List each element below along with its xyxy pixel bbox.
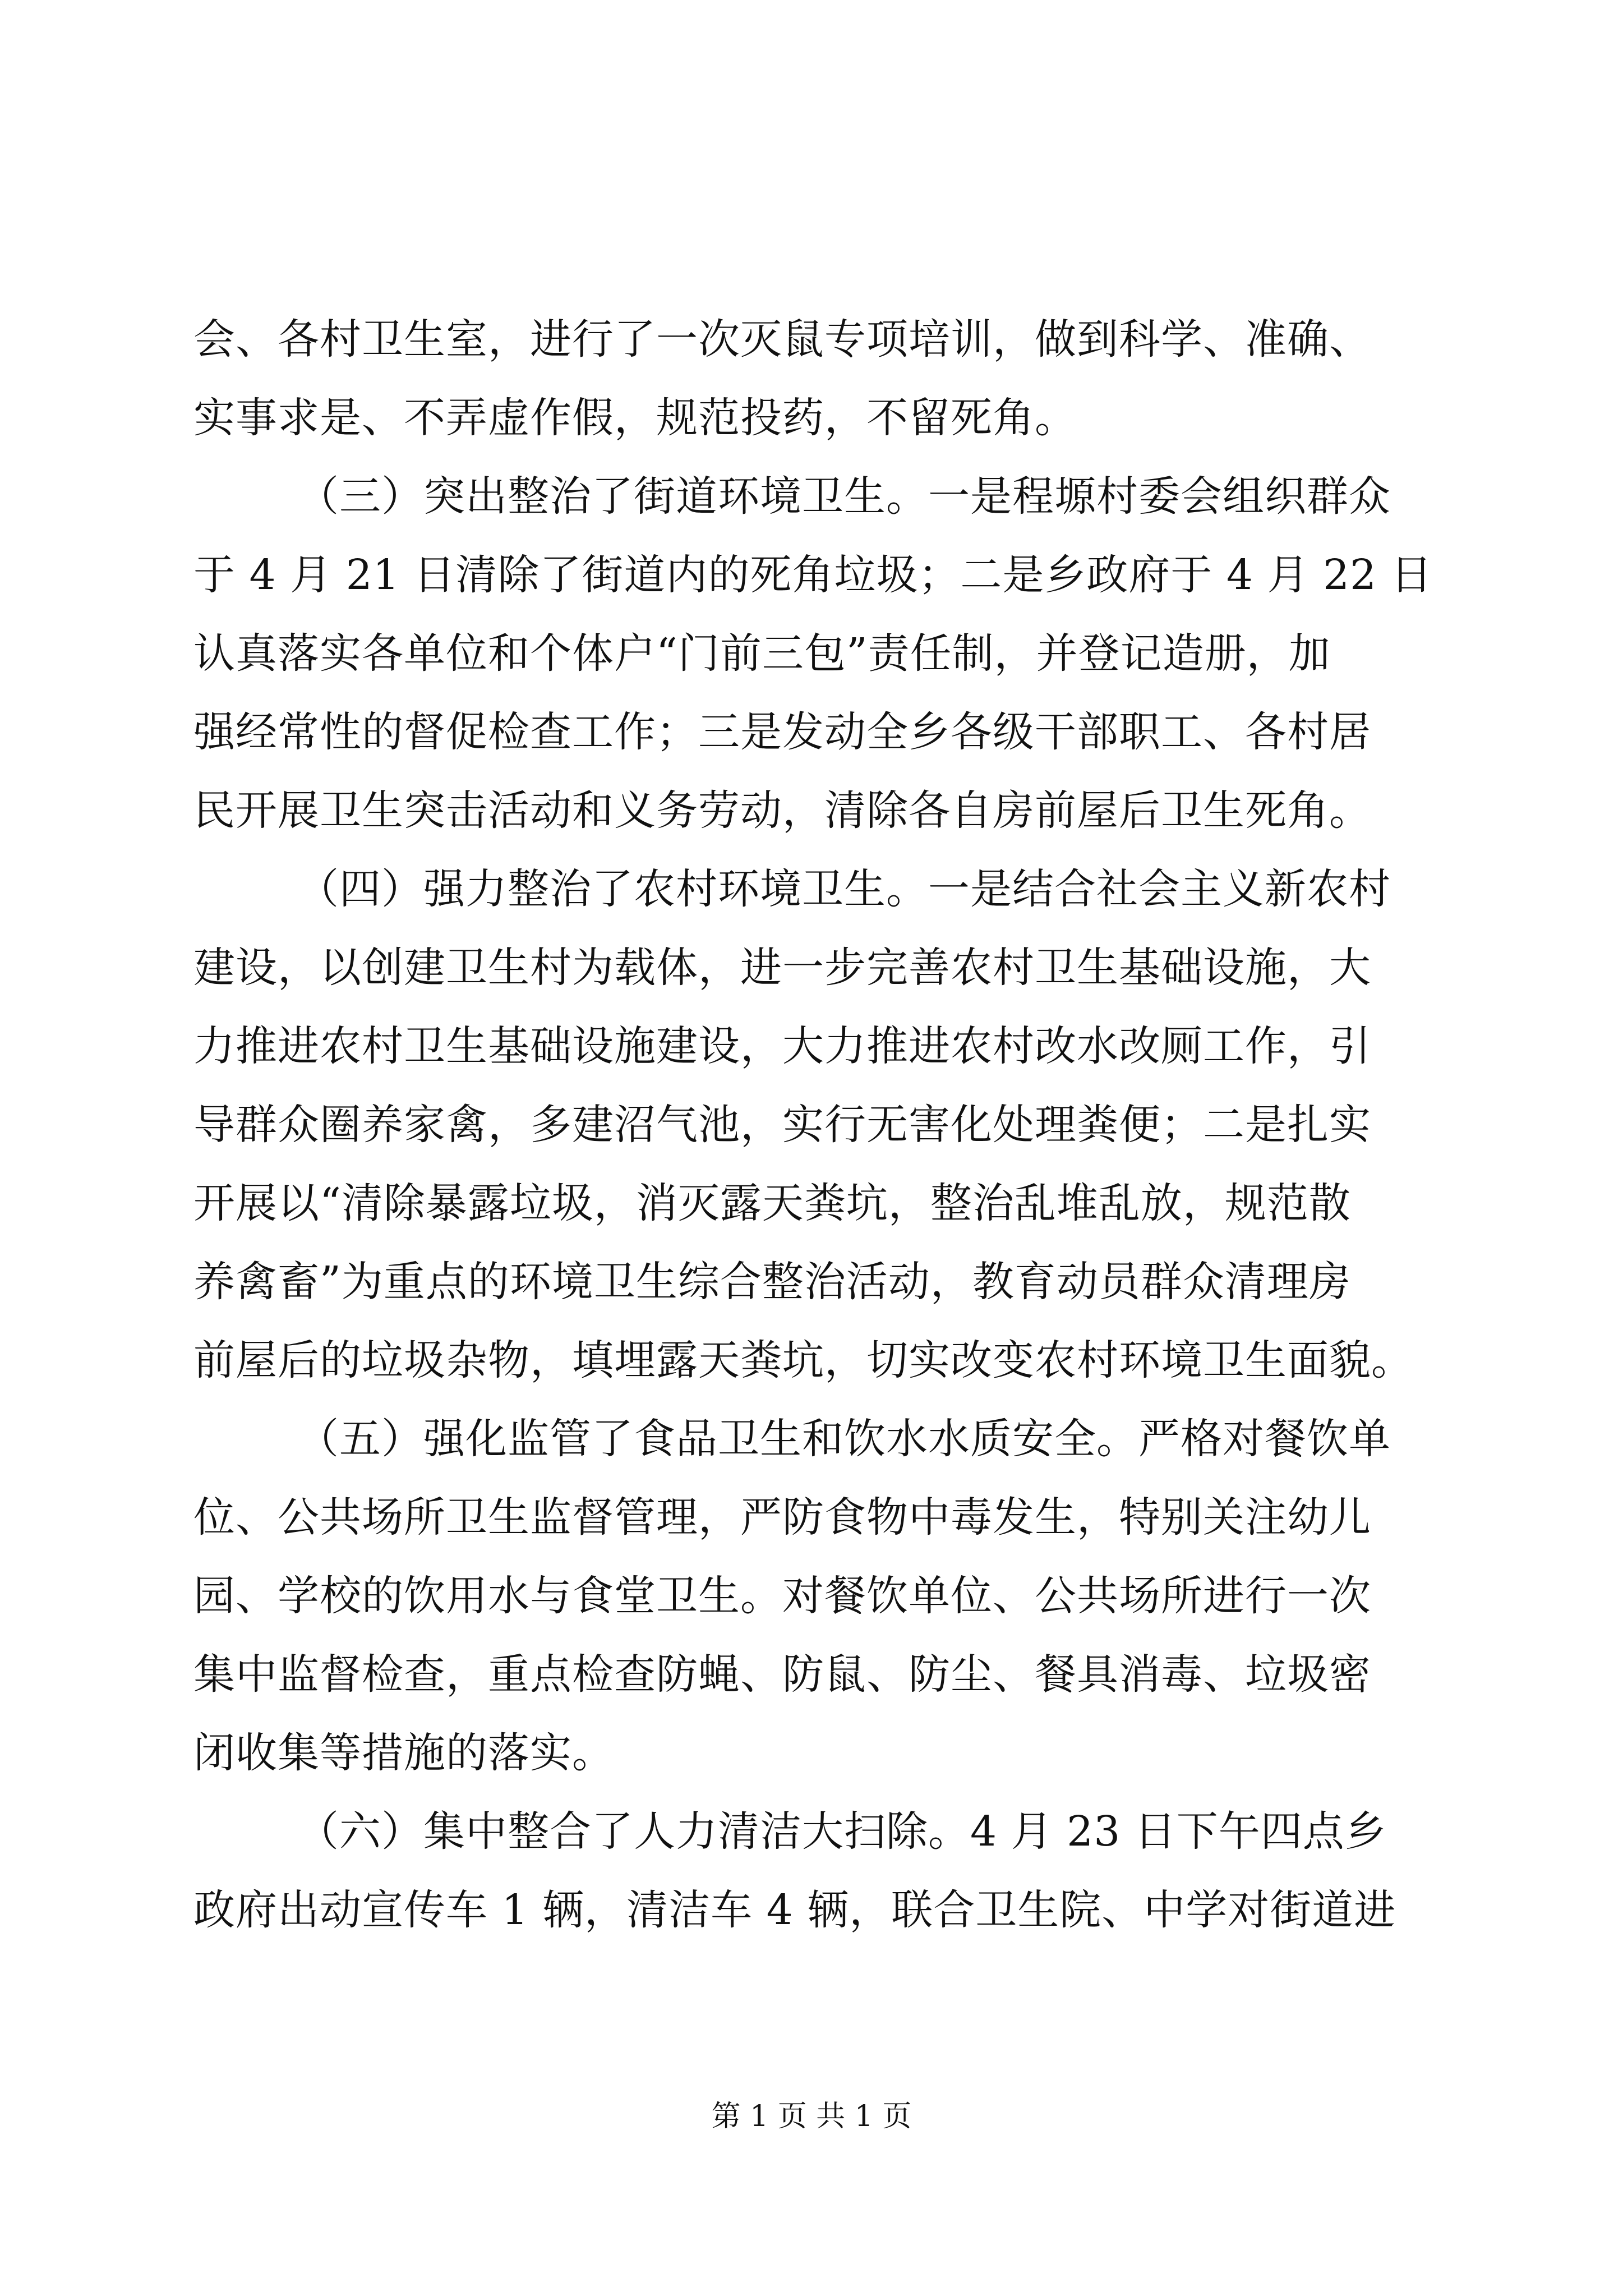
section-heading-line: （四）强力整治了农村环境卫生。一是结合社会主义新农村 bbox=[297, 865, 1391, 913]
body-line: 闭收集等措施的落实。 bbox=[193, 1729, 614, 1777]
body-line: 于 4 月 21 日清除了街道内的死角垃圾；二是乡政府于 4 月 22 日 bbox=[193, 551, 1433, 599]
section-heading-line: （五）强化监管了食品卫生和饮水水质安全。严格对餐饮单 bbox=[297, 1415, 1391, 1463]
section-heading-line: （六）集中整合了人力清洁大扫除。4 月 23 日下午四点乡 bbox=[297, 1807, 1387, 1856]
body-line: 位、公共场所卫生监督管理，严防食物中毒发生，特别关注幼儿 bbox=[193, 1493, 1371, 1542]
body-line: 强经常性的督促检查工作；三是发动全乡各级干部职工、各村居 bbox=[193, 708, 1371, 756]
body-line: 认真落实各单位和个体户“门前三包”责任制，并登记造册，加 bbox=[193, 629, 1331, 678]
body-line: 会、各村卫生室，进行了一次灭鼠专项培训，做到科学、准确、 bbox=[193, 315, 1371, 364]
body-line: 开展以“清除暴露垃圾，消灭露天粪坑，整治乱堆乱放，规范散 bbox=[193, 1179, 1351, 1227]
body-line: 前屋后的垃圾杂物，填埋露天粪坑，切实改变农村环境卫生面貌。 bbox=[193, 1336, 1413, 1384]
body-line: 集中监督检查，重点检查防蝇、防鼠、防尘、餐具消毒、垃圾密 bbox=[193, 1650, 1371, 1699]
body-line: 政府出动宣传车 1 辆，清洁车 4 辆，联合卫生院、中学对街道进 bbox=[193, 1886, 1396, 1934]
section-heading-line: （三）突出整治了街道环境卫生。一是程塬村委会组织群众 bbox=[297, 472, 1391, 521]
body-line: 建设，以创建卫生村为载体，进一步完善农村卫生基础设施，大 bbox=[193, 944, 1371, 992]
body-line: 园、学校的饮用水与食堂卫生。对餐饮单位、公共场所进行一次 bbox=[193, 1572, 1371, 1620]
body-line: 养禽畜”为重点的环境卫生综合整治活动，教育动员群众清理房 bbox=[193, 1258, 1351, 1306]
body-line: 实事求是、不弄虚作假，规范投药，不留死角。 bbox=[193, 394, 1077, 442]
body-line: 力推进农村卫生基础设施建设，大力推进农村改水改厕工作，引 bbox=[193, 1022, 1371, 1070]
page-number-footer: 第 1 页 共 1 页 bbox=[711, 2100, 912, 2133]
body-line: 导群众圈养家禽，多建沼气池，实行无害化处理粪便；二是扎实 bbox=[193, 1101, 1371, 1149]
body-line: 民开展卫生突击活动和义务劳动，清除各自房前屋后卫生死角。 bbox=[193, 786, 1371, 835]
